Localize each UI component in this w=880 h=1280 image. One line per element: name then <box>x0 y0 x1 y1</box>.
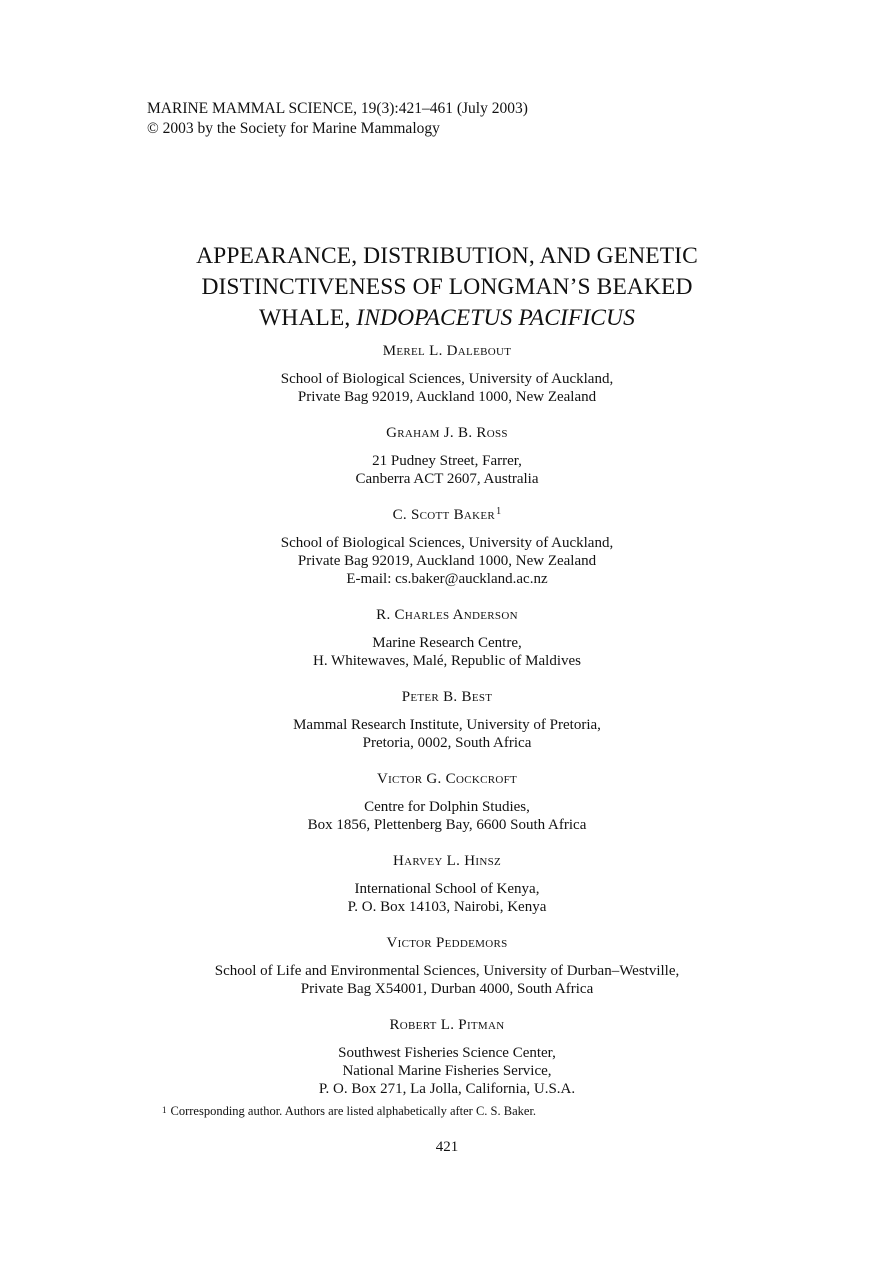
journal-citation: MARINE MAMMAL SCIENCE, 19(3):421–461 (July 2003) <box>147 100 528 117</box>
affiliation-line: Private Bag 92019, Auckland 1000, New Zealand <box>297 553 597 569</box>
title-line-3 <box>0 303 880 334</box>
affiliation-line: Southwest Fisheries Science Center, <box>338 1045 556 1061</box>
title-line-1: APPEARANCE, DISTRIBUTION, AND GENETIC <box>196 243 698 269</box>
author-name: Victor G. Cockcroft <box>376 771 518 787</box>
author-affiliation <box>0 880 880 916</box>
author-name: Merel L. Dalebout <box>382 343 512 359</box>
author-block <box>0 1016 880 1098</box>
author-affiliation <box>0 1044 880 1098</box>
author-name: Peter B. Best <box>401 689 493 705</box>
author-name: C. Scott Baker <box>392 507 496 523</box>
author-list <box>0 342 880 1098</box>
author-name: Harvey L. Hinsz <box>392 853 502 869</box>
affiliation-line: School of Life and Environmental Sciences, University of Durban–Westville, <box>214 963 680 979</box>
affiliation-line: School of Biological Sciences, University of Auckland, <box>280 535 614 551</box>
affiliation-line: Marine Research Centre, <box>372 635 522 651</box>
affiliation-line: Box 1856, Plettenberg Bay, 6600 South Africa <box>307 817 587 833</box>
author-block <box>0 342 880 406</box>
affiliation-line: P. O. Box 14103, Nairobi, Kenya <box>347 899 547 915</box>
footnote-marker[interactable]: 1 <box>496 506 502 517</box>
author-block <box>0 606 880 670</box>
author-affiliation <box>0 634 880 670</box>
footnote-number: 1 <box>162 1105 167 1115</box>
affiliation-line: Private Bag X54001, Durban 4000, South Africa <box>300 981 594 997</box>
title-line-2: DISTINCTIVENESS OF LONGMAN’S BEAKED <box>201 274 693 300</box>
author-name: Graham J. B. Ross <box>386 425 508 441</box>
affiliation-line: P. O. Box 271, La Jolla, California, U.S.A. <box>318 1081 576 1097</box>
author-name: Victor Peddemors <box>386 935 508 951</box>
copyright-line: © 2003 by the Society for Marine Mammalogy <box>147 120 440 137</box>
author-name-corresponding <box>0 506 880 524</box>
affiliation-line: Mammal Research Institute, University of Pretoria, <box>293 717 601 733</box>
affiliation-line: School of Biological Sciences, University of Auckland, <box>280 371 614 387</box>
author-block <box>0 506 880 588</box>
author-block <box>0 934 880 998</box>
author-affiliation <box>0 534 880 588</box>
author-affiliation <box>0 370 880 406</box>
email-line[interactable]: E-mail: cs.baker@auckland.ac.nz <box>346 571 548 587</box>
footnote-text: Corresponding author. Authors are listed alphabetically after C. S. Baker. <box>170 1104 537 1118</box>
affiliation-line: Private Bag 92019, Auckland 1000, New Zealand <box>297 389 597 405</box>
author-affiliation <box>0 962 880 998</box>
author-affiliation <box>0 452 880 488</box>
affiliation-line: Pretoria, 0002, South Africa <box>362 735 532 751</box>
author-block <box>0 852 880 916</box>
affiliation-line: National Marine Fisheries Service, <box>342 1063 552 1079</box>
author-name: R. Charles Anderson <box>376 607 518 623</box>
author-block <box>0 688 880 752</box>
species-name: INDOPACETUS PACIFICUS <box>356 305 635 331</box>
article-title <box>0 241 880 334</box>
author-block <box>0 770 880 834</box>
affiliation-line: H. Whitewaves, Malé, Republic of Maldives <box>313 653 581 669</box>
footnote <box>162 1103 536 1119</box>
affiliation-line: International School of Kenya, <box>354 881 540 897</box>
journal-header <box>147 99 528 139</box>
author-affiliation <box>0 716 880 752</box>
affiliation-line: 21 Pudney Street, Farrer, <box>372 453 522 469</box>
author-name: Robert L. Pitman <box>389 1017 505 1033</box>
page-number: 421 <box>435 1139 459 1155</box>
affiliation-line: Centre for Dolphin Studies, <box>364 799 530 815</box>
author-affiliation <box>0 798 880 834</box>
affiliation-line: Canberra ACT 2607, Australia <box>355 471 539 487</box>
author-block <box>0 424 880 488</box>
title-line-3-prefix: WHALE, <box>259 305 357 331</box>
